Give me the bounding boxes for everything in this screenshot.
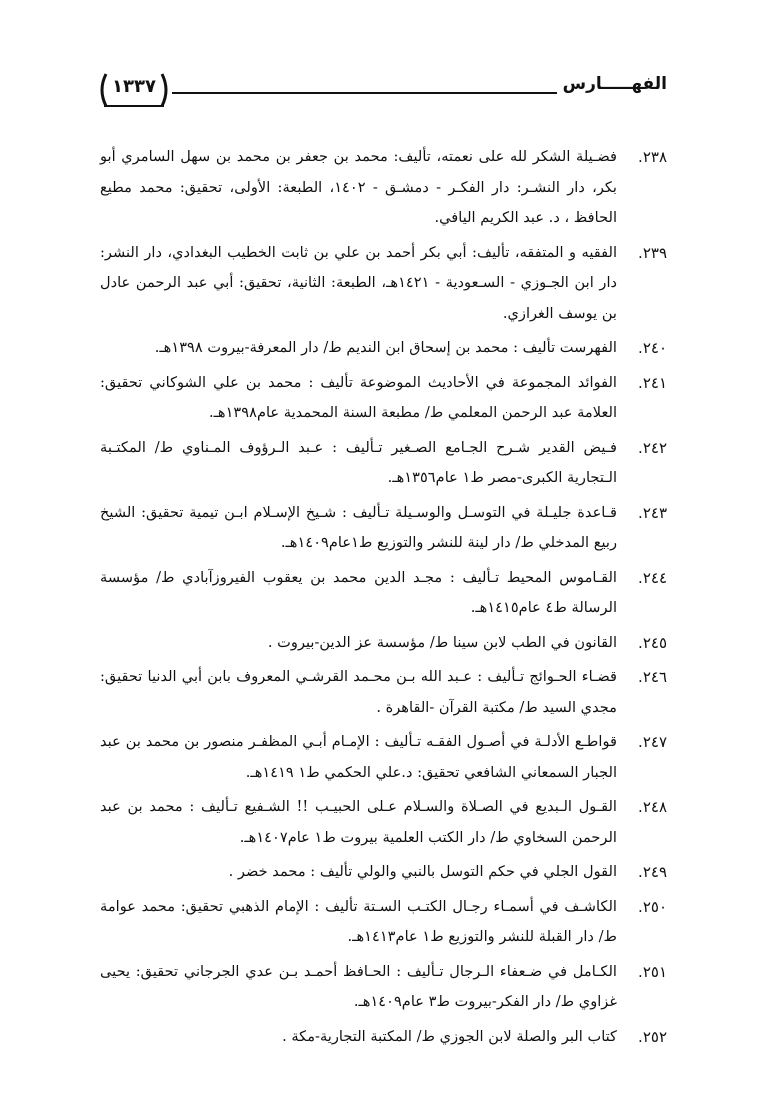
entry-text: قـاعدة جليـلة في التوسـل والوسـيلة تـأليف : شـيخ الإسـلام ابـن تيمية تحقيق: الشيخ ربيع المدخلي ط/ دار لينة للنشر والتوزيع ط١عام١٤٠٩هـ. (100, 503, 617, 551)
entry-text: فضـيلة الشكر لله على نعمته، تأليف: محمد بن جعفر بن محمد بن سهل السامري أبو بكر، دار النشـر: دار الفكـر - دمشـق - ١٤٠٢، الطبعة: الأولى، تحقيق: محمد مطيع الحافظ ، د. عبد الكريم اليافي. (100, 148, 617, 226)
entry-number: ٢٥٢. (638, 1027, 667, 1046)
entry-text: قواطـع الأدلـة في أصـول الفقـه تـأليف : الإمـام أبـي المظفـر منصور بن محمد بن عبد الجبار السمعاني الشافعي تحقيق: د.علي الحكمي ط١ ١٤١٩هـ. (100, 733, 617, 781)
running-header (96, 70, 667, 114)
bibliography-entry-250 (100, 892, 667, 953)
entry-number: ٢٥٠. (638, 897, 667, 916)
bibliography-entry-244 (100, 563, 667, 624)
bibliography-entry-251 (100, 957, 667, 1018)
entry-text: الكـامل في ضـعفاء الـرجال تـأليف : الحـافظ أحمـد بـن عدي الجرجاني تحقيق: يحيى غزاوي ط/ دار الفكر-بيروت ط٣ عام١٤٠٩هـ. (100, 962, 617, 1010)
bibliography-entry-238 (100, 142, 667, 234)
entry-number: ٢٤٠. (638, 339, 667, 357)
bibliography-list (100, 142, 667, 1056)
bibliography-entry-240 (100, 333, 667, 364)
entry-number: ٢٤٨. (638, 798, 667, 816)
bibliography-entry-239 (100, 238, 667, 330)
entry-number: ٢٤٥. (638, 633, 667, 652)
entry-number: ٢٤٤. (638, 568, 667, 587)
entry-text: الفهرست تأليف : محمد بن إسحاق ابن النديم ط/ دار المعرفة-بيروت ١٣٩٨هـ. (154, 339, 617, 356)
bibliography-entry-243 (100, 498, 667, 559)
bibliography-entry-241 (100, 368, 667, 429)
entry-number: ٢٣٨. (638, 148, 667, 166)
header-rule (172, 92, 597, 94)
bibliography-entry-245 (100, 628, 667, 659)
entry-text: فـيض القدير شـرح الجـامع الصـغير تـأليف : عـبد الـرؤوف المـناوي ط/ المكتـبة الـتجارية الكبرى-مصر ط١ عام١٣٥٦هـ. (100, 438, 617, 486)
entry-number: ٢٤٩. (638, 863, 667, 881)
page-number-badge (96, 70, 172, 110)
bibliography-entry-248 (100, 792, 667, 853)
bibliography-entry-242 (100, 433, 667, 494)
entry-text: الفقيه و المتفقه، تأليف: أبي بكر أحمد بن علي بن ثابت الخطيب البغدادي، دار النشر: دار ابن الجـوزي - السـعودية - ١٤٢١هـ، الطبعة: الثانية، تحقيق: أبي عبد الرحمن عادل بن يوسف الغرازي. (100, 243, 617, 322)
entry-text: القـاموس المحيط تـأليف : مجـد الدين محمد بن يعقوب الفيروزآبادي ط/ مؤسسة الرسالة ط٤ عام١٤١٥هـ. (100, 568, 617, 616)
entry-text: كتاب البر والصلة لابن الجوزي ط/ المكتبة التجارية-مكة . (282, 1027, 617, 1045)
bibliography-entry-247 (100, 727, 667, 788)
entry-number: ٢٤٦. (638, 668, 667, 686)
header-title: الفهـــــارس (557, 74, 667, 94)
entry-text: الكاشـف في أسمـاء رجـال الكتـب السـتة تأليف : الإمام الذهبي تحقيق: محمد عوامة ط/ دار القبلة للنشر والتوزيع ط١ عام١٤١٣هـ. (100, 897, 617, 945)
entry-number: ٢٣٩. (638, 243, 667, 262)
entry-number: ٢٤٣. (638, 503, 667, 522)
entry-text: الفوائد المجموعة في الأحاديث الموضوعة تأليف : محمد بن علي الشوكاني تحقيق: العلامة عبد الرحمن المعلمي ط/ مطبعة السنة المحمدية عام١٣٩٨هـ. (100, 373, 617, 421)
entry-text: القول الجلي في حكم التوسل بالنبي والولي تأليف : محمد خضر . (228, 863, 617, 880)
entry-number: ٢٤٢. (638, 438, 667, 457)
entry-number: ٢٥١. (638, 962, 667, 981)
page-number: ١٣٣٧ (112, 76, 156, 97)
bibliography-entry-249 (100, 857, 667, 888)
entry-number: ٢٤٧. (638, 733, 667, 751)
entry-text: القـول الـبديع في الصـلاة والسـلام عـلى الحبيـب !! الشـفيع تـأليف : محمد بن عبد الرحمن السخاوي ط/ دار الكتب العلمية بيروت ط١ عام١٤٠٧هـ. (100, 798, 617, 846)
bibliography-entry-252 (100, 1022, 667, 1053)
entry-text: القانون في الطب لابن سينا ط/ مؤسسة عز الدين-بيروت . (267, 633, 617, 651)
entry-text: قضـاء الحـوائج تـأليف : عـبد الله بـن محـمد القرشـي المعروف بابن أبي الدنيا تحقيق: مجدي السيد ط/ مكتبة القرآن -القاهرة . (100, 668, 617, 716)
entry-number: ٢٤١. (638, 373, 667, 392)
bibliography-entry-246 (100, 662, 667, 723)
